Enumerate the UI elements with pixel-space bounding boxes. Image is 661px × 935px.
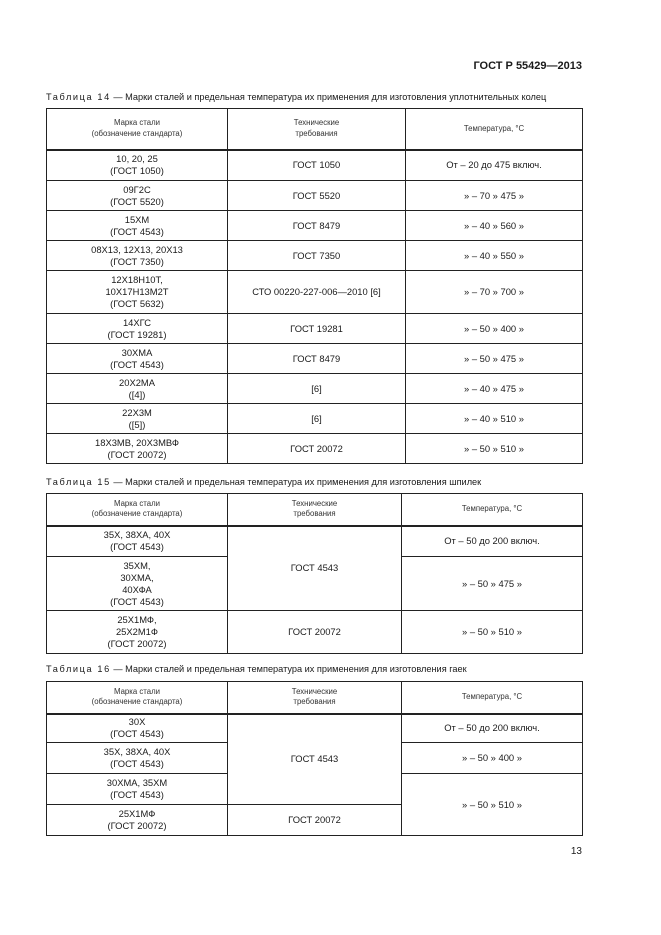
- requirements-cell: СТО 00220-227-006—2010 [6]: [228, 271, 406, 314]
- table-16-caption: [46, 664, 467, 674]
- requirements-cell: ГОСТ 20072: [228, 805, 402, 836]
- table-14-caption-label: Таблица 14: [46, 92, 111, 102]
- document-code: ГОСТ Р 55429—2013: [473, 60, 582, 72]
- requirements-cell: ГОСТ 4543: [228, 526, 402, 611]
- column-header-steel-grade: Марка стали (обозначение стандарта): [47, 109, 228, 150]
- table-row: [47, 150, 583, 181]
- column-header-technical-requirements: Технические требования: [228, 682, 402, 714]
- temperature-cell: » – 50 » 510 »: [402, 774, 583, 836]
- column-header-steel-grade: Марка стали (обозначение стандарта): [47, 494, 228, 526]
- table-row: [47, 314, 583, 344]
- page-number: 13: [570, 846, 582, 857]
- table-row: [47, 714, 583, 743]
- table-row: [47, 374, 583, 404]
- steel-grade-cell: 25Х1МФ, 25Х2М1Ф (ГОСТ 20072): [47, 611, 228, 654]
- table-16-header-row: [47, 682, 583, 714]
- temperature-cell: » – 50 » 475 »: [406, 344, 583, 374]
- column-header-technical-requirements: Технические требования: [228, 494, 402, 526]
- requirements-cell: [6]: [228, 374, 406, 404]
- table-14-header-row: [47, 109, 583, 150]
- table-row: [47, 181, 583, 211]
- steel-grade-cell: 25Х1МФ (ГОСТ 20072): [47, 805, 228, 836]
- steel-grade-cell: 22Х3М ([5]): [47, 404, 228, 434]
- table-15-header-row: [47, 494, 583, 526]
- temperature-cell: » – 70 » 475 »: [406, 181, 583, 211]
- requirements-cell: ГОСТ 19281: [228, 314, 406, 344]
- steel-grade-cell: 09Г2С (ГОСТ 5520): [47, 181, 228, 211]
- temperature-cell: От – 20 до 475 включ.: [406, 150, 583, 181]
- steel-grade-cell: 12Х18Н10Т, 10Х17Н13М2Т (ГОСТ 5632): [47, 271, 228, 314]
- table-14-caption: [46, 92, 546, 102]
- steel-grade-cell: 30Х (ГОСТ 4543): [47, 714, 228, 743]
- table-row: [47, 241, 583, 271]
- requirements-cell: ГОСТ 4543: [228, 714, 402, 805]
- column-header-temperature: Температура, °С: [402, 682, 583, 714]
- table-row: [47, 271, 583, 314]
- table-14: [46, 108, 583, 464]
- column-header-temperature: Температура, °С: [402, 494, 583, 526]
- steel-grade-cell: 35Х, 38ХА, 40Х (ГОСТ 4543): [47, 526, 228, 557]
- steel-grade-cell: 30ХМА, 35ХМ (ГОСТ 4543): [47, 774, 228, 805]
- steel-grade-cell: 18Х3МВ, 20Х3МВФ (ГОСТ 20072): [47, 434, 228, 464]
- requirements-cell: [6]: [228, 404, 406, 434]
- steel-grade-cell: 20Х2МА ([4]): [47, 374, 228, 404]
- steel-grade-cell: 08Х13, 12Х13, 20Х13 (ГОСТ 7350): [47, 241, 228, 271]
- table-16-caption-label: Таблица 16: [46, 664, 111, 674]
- steel-grade-cell: 10, 20, 25 (ГОСТ 1050): [47, 150, 228, 181]
- temperature-cell: » – 70 » 700 »: [406, 271, 583, 314]
- table-row: [47, 611, 583, 654]
- column-header-technical-requirements: Технические требования: [228, 109, 406, 150]
- table-15: [46, 493, 583, 654]
- temperature-cell: » – 50 » 510 »: [406, 434, 583, 464]
- temperature-cell: » – 40 » 560 »: [406, 211, 583, 241]
- temperature-cell: От – 50 до 200 включ.: [402, 714, 583, 743]
- table-row: [47, 404, 583, 434]
- requirements-cell: ГОСТ 8479: [228, 344, 406, 374]
- temperature-cell: » – 50 » 400 »: [402, 743, 583, 774]
- table-16-caption-text: — Марки сталей и предельная температура их применения для изготовления гаек: [110, 664, 467, 674]
- table-15-caption-text: — Марки сталей и предельная температура их применения для изготовления шпилек: [110, 477, 482, 487]
- table-15-caption-label: Таблица 15: [46, 477, 111, 487]
- table-row: [47, 434, 583, 464]
- temperature-cell: » – 40 » 550 »: [406, 241, 583, 271]
- requirements-cell: ГОСТ 8479: [228, 211, 406, 241]
- temperature-cell: » – 50 » 510 »: [402, 611, 583, 654]
- requirements-cell: ГОСТ 5520: [228, 181, 406, 211]
- table-16: [46, 681, 583, 836]
- table-row: [47, 526, 583, 557]
- column-header-steel-grade: Марка стали (обозначение стандарта): [47, 682, 228, 714]
- table-14-caption-text: — Марки сталей и предельная температура их применения для изготовления уплотнительных колец: [110, 92, 547, 102]
- steel-grade-cell: 30ХМА (ГОСТ 4543): [47, 344, 228, 374]
- temperature-cell: » – 40 » 475 »: [406, 374, 583, 404]
- temperature-cell: » – 40 » 510 »: [406, 404, 583, 434]
- steel-grade-cell: 14ХГС (ГОСТ 19281): [47, 314, 228, 344]
- temperature-cell: » – 50 » 475 »: [402, 557, 583, 611]
- requirements-cell: ГОСТ 20072: [228, 611, 402, 654]
- requirements-cell: ГОСТ 1050: [228, 150, 406, 181]
- steel-grade-cell: 35ХМ, 30ХМА, 40ХФА (ГОСТ 4543): [47, 557, 228, 611]
- steel-grade-cell: 15ХМ (ГОСТ 4543): [47, 211, 228, 241]
- temperature-cell: » – 50 » 400 »: [406, 314, 583, 344]
- table-15-caption: [46, 477, 481, 487]
- requirements-cell: ГОСТ 7350: [228, 241, 406, 271]
- table-row: [47, 344, 583, 374]
- steel-grade-cell: 35Х, 38ХА, 40Х (ГОСТ 4543): [47, 743, 228, 774]
- column-header-temperature: Температура, °С: [406, 109, 583, 150]
- temperature-cell: От – 50 до 200 включ.: [402, 526, 583, 557]
- requirements-cell: ГОСТ 20072: [228, 434, 406, 464]
- table-row: [47, 211, 583, 241]
